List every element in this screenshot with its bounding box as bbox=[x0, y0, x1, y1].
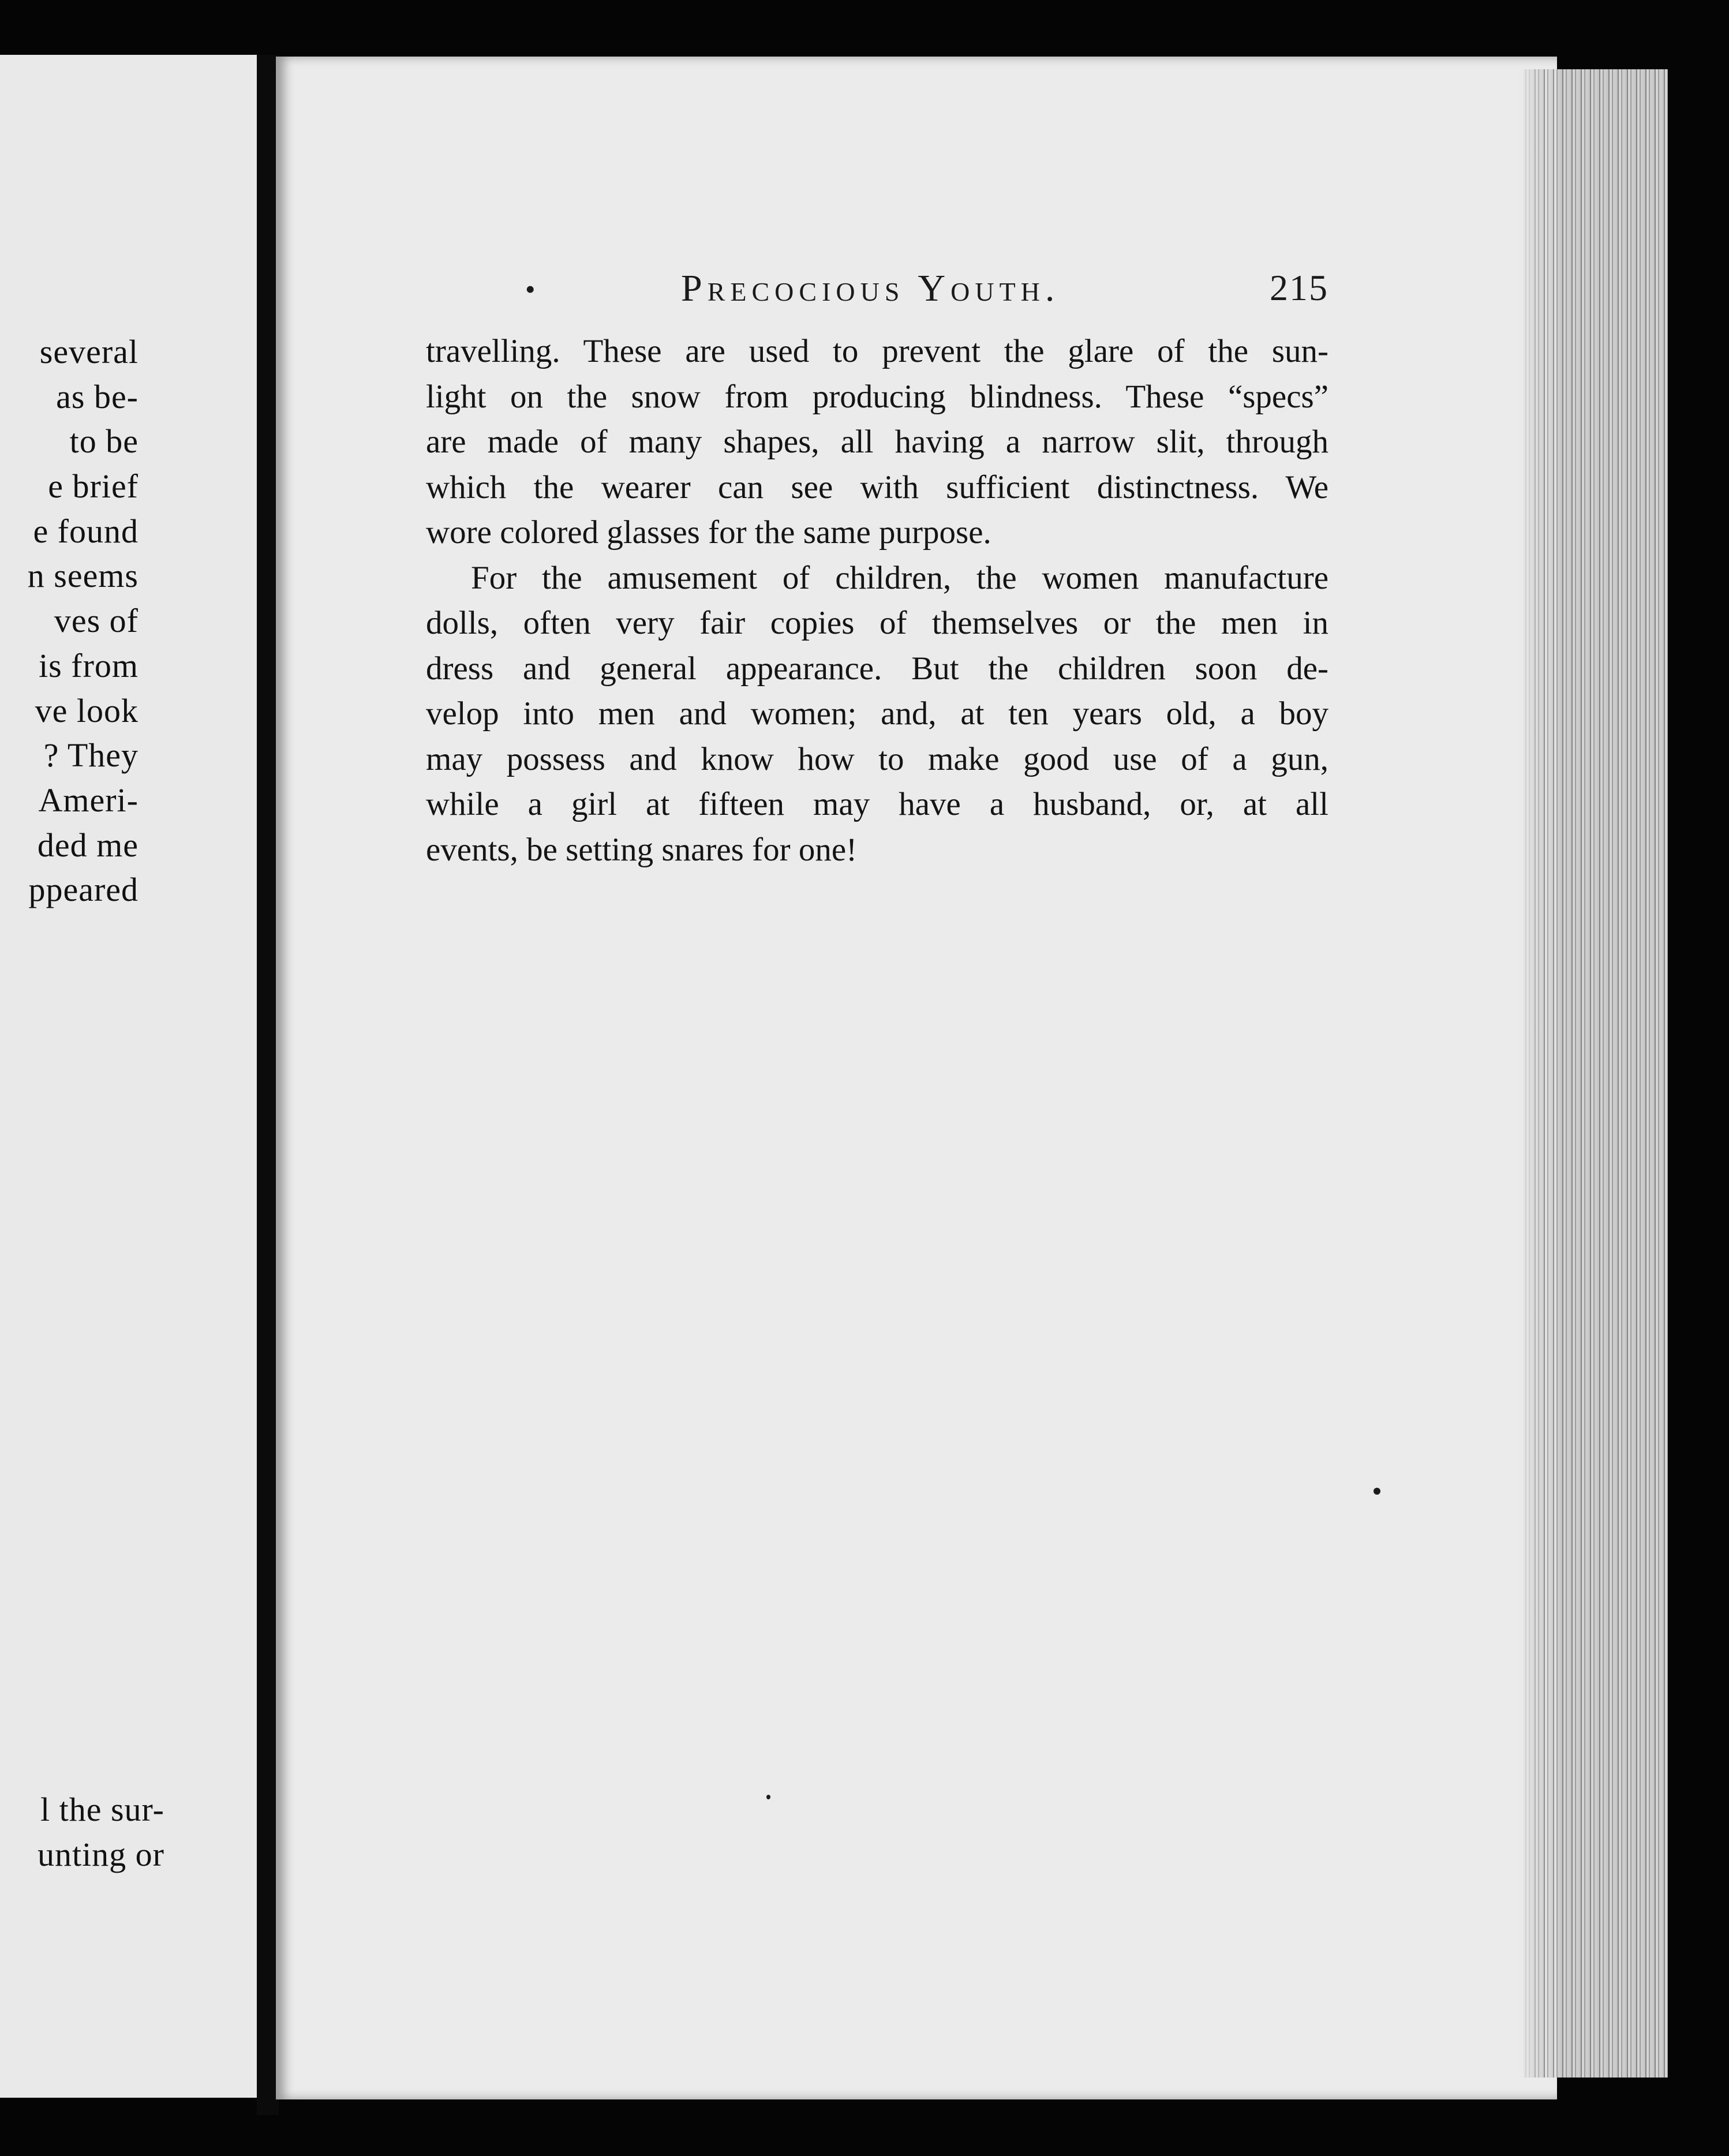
page-edge-shading bbox=[1518, 69, 1541, 2078]
page-number: 215 bbox=[1270, 267, 1328, 308]
left-page-fragment: e brief bbox=[48, 467, 139, 505]
left-page-fragment: several bbox=[39, 333, 139, 370]
text-line: while a girl at fifteen may have a husband, or, at all bbox=[426, 786, 1328, 822]
paragraph bbox=[426, 556, 1328, 873]
left-page-fragment: ? They bbox=[43, 736, 139, 774]
ink-speck bbox=[1374, 1488, 1380, 1495]
paragraph bbox=[426, 329, 1328, 556]
text-line: dolls, often very fair copies of themselves or the men in bbox=[426, 605, 1328, 641]
left-page-fragment: Ameri- bbox=[38, 781, 139, 819]
text-line: light on the snow from producing blindness. These “specs” bbox=[426, 378, 1328, 415]
left-page bbox=[0, 55, 257, 2098]
left-page-fragment: ppeared bbox=[28, 871, 139, 908]
left-page-fragment: e found bbox=[33, 512, 139, 550]
running-head-title: Precocious Youth. bbox=[681, 267, 1060, 309]
left-page-fragment: ve look bbox=[35, 692, 139, 729]
left-page-fragment: l the sur- bbox=[40, 1791, 164, 1828]
running-head-mark: • bbox=[525, 273, 536, 305]
left-page-fragment: unting or bbox=[37, 1836, 164, 1873]
body-text bbox=[426, 329, 1328, 873]
text-line: velop into men and women; and, at ten years old, a boy bbox=[426, 695, 1328, 732]
text-line: are made of many shapes, all having a narrow slit, through bbox=[426, 424, 1328, 460]
left-page-fragment: ves of bbox=[54, 602, 139, 639]
text-line: may possess and know how to make good use of a gun, bbox=[426, 740, 1328, 777]
text-line: travelling. These are used to prevent the glare of the sun- bbox=[426, 333, 1328, 369]
left-page-fragment: is from bbox=[39, 647, 139, 684]
text-line: wore colored glasses for the same purpose. bbox=[426, 514, 991, 551]
running-head bbox=[427, 267, 1328, 307]
ink-speck bbox=[766, 1795, 770, 1799]
left-page-fragment: ded me bbox=[37, 826, 139, 864]
page-edges bbox=[1524, 69, 1668, 2078]
text-line: which the wearer can see with sufficient distinctness. We bbox=[426, 469, 1328, 506]
left-page-fragment: n seems bbox=[27, 557, 139, 594]
text-line: events, be setting snares for one! bbox=[426, 831, 858, 868]
text-line: For the amusement of children, the women manufacture bbox=[471, 559, 1328, 596]
left-page-fragment: to be bbox=[69, 422, 139, 460]
text-line: dress and general appearance. But the children soon de- bbox=[426, 650, 1328, 687]
left-page-fragment: as be- bbox=[56, 378, 139, 416]
